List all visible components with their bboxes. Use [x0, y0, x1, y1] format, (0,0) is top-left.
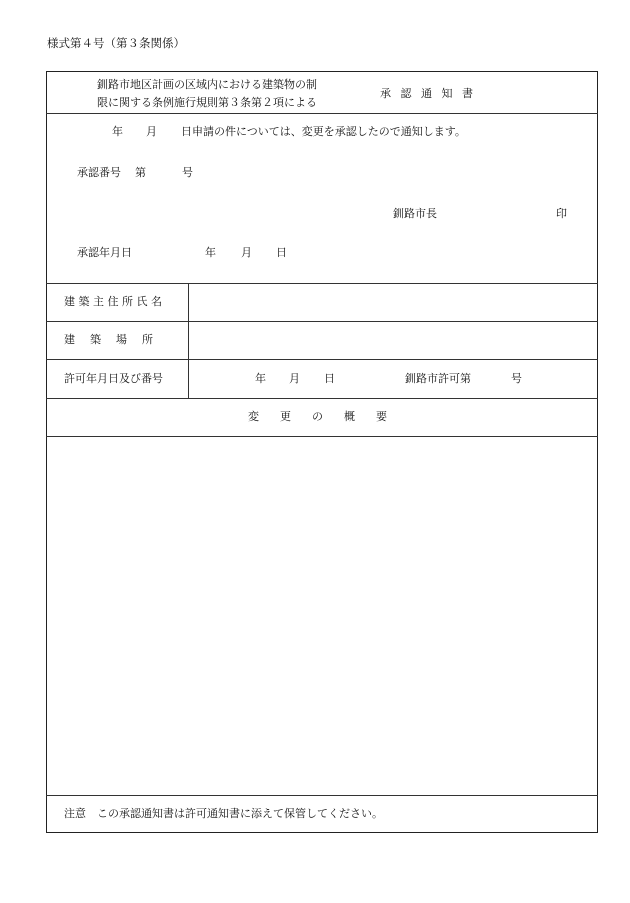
permit-year: 年	[255, 372, 266, 385]
permit-date-number-label: 許可年月日及び番号	[64, 372, 163, 385]
approval-number-label: 承認番号	[77, 166, 121, 179]
changes-heading-divider	[46, 436, 598, 437]
owner-address-name-label: 建 築 主 住 所 氏 名	[64, 295, 162, 308]
seal-mark: 印	[556, 207, 567, 220]
approval-number-go: 号	[182, 166, 193, 179]
statement-month: 月	[146, 125, 157, 138]
attention-note: 注意 この承認通知書は許可通知書に添えて保管してください。	[64, 807, 383, 820]
approval-date-month: 月	[241, 246, 252, 259]
approval-number-dai: 第	[135, 166, 146, 179]
header-divider	[46, 113, 598, 114]
form-number-title: 様式第４号（第３条関係）	[47, 36, 185, 50]
rule-reference-line1: 釧路市地区計画の区域内における建築物の制	[97, 78, 317, 91]
approval-date-label: 承認年月日	[77, 246, 132, 259]
changes-summary-area[interactable]	[48, 438, 596, 793]
statement-divider	[46, 283, 598, 284]
permit-row-divider	[46, 398, 598, 399]
statement-year: 年	[112, 125, 123, 138]
notice-title: 承 認 通 知 書	[380, 87, 476, 100]
building-site-field[interactable]	[190, 323, 596, 357]
site-row-divider	[46, 359, 598, 360]
owner-address-name-field[interactable]	[190, 285, 596, 319]
approval-date-year: 年	[205, 246, 216, 259]
permit-day: 日	[324, 372, 335, 385]
statement-text: 日申請の件については、変更を承認したので通知します。	[181, 125, 466, 138]
building-site-label: 建 築 場 所	[64, 333, 155, 346]
permit-go: 号	[511, 372, 522, 385]
permit-city-number: 釧路市許可第	[405, 372, 471, 385]
rule-reference-line2: 限に関する条例施行規則第３条第２項による	[97, 96, 317, 109]
approval-date-day: 日	[276, 246, 287, 259]
note-divider	[46, 795, 598, 796]
issuer-mayor: 釧路市長	[393, 207, 437, 220]
owner-row-divider	[46, 321, 598, 322]
changes-summary-heading: 変 更 の 概 要	[248, 410, 392, 423]
label-column-divider	[188, 283, 189, 398]
permit-month: 月	[289, 372, 300, 385]
